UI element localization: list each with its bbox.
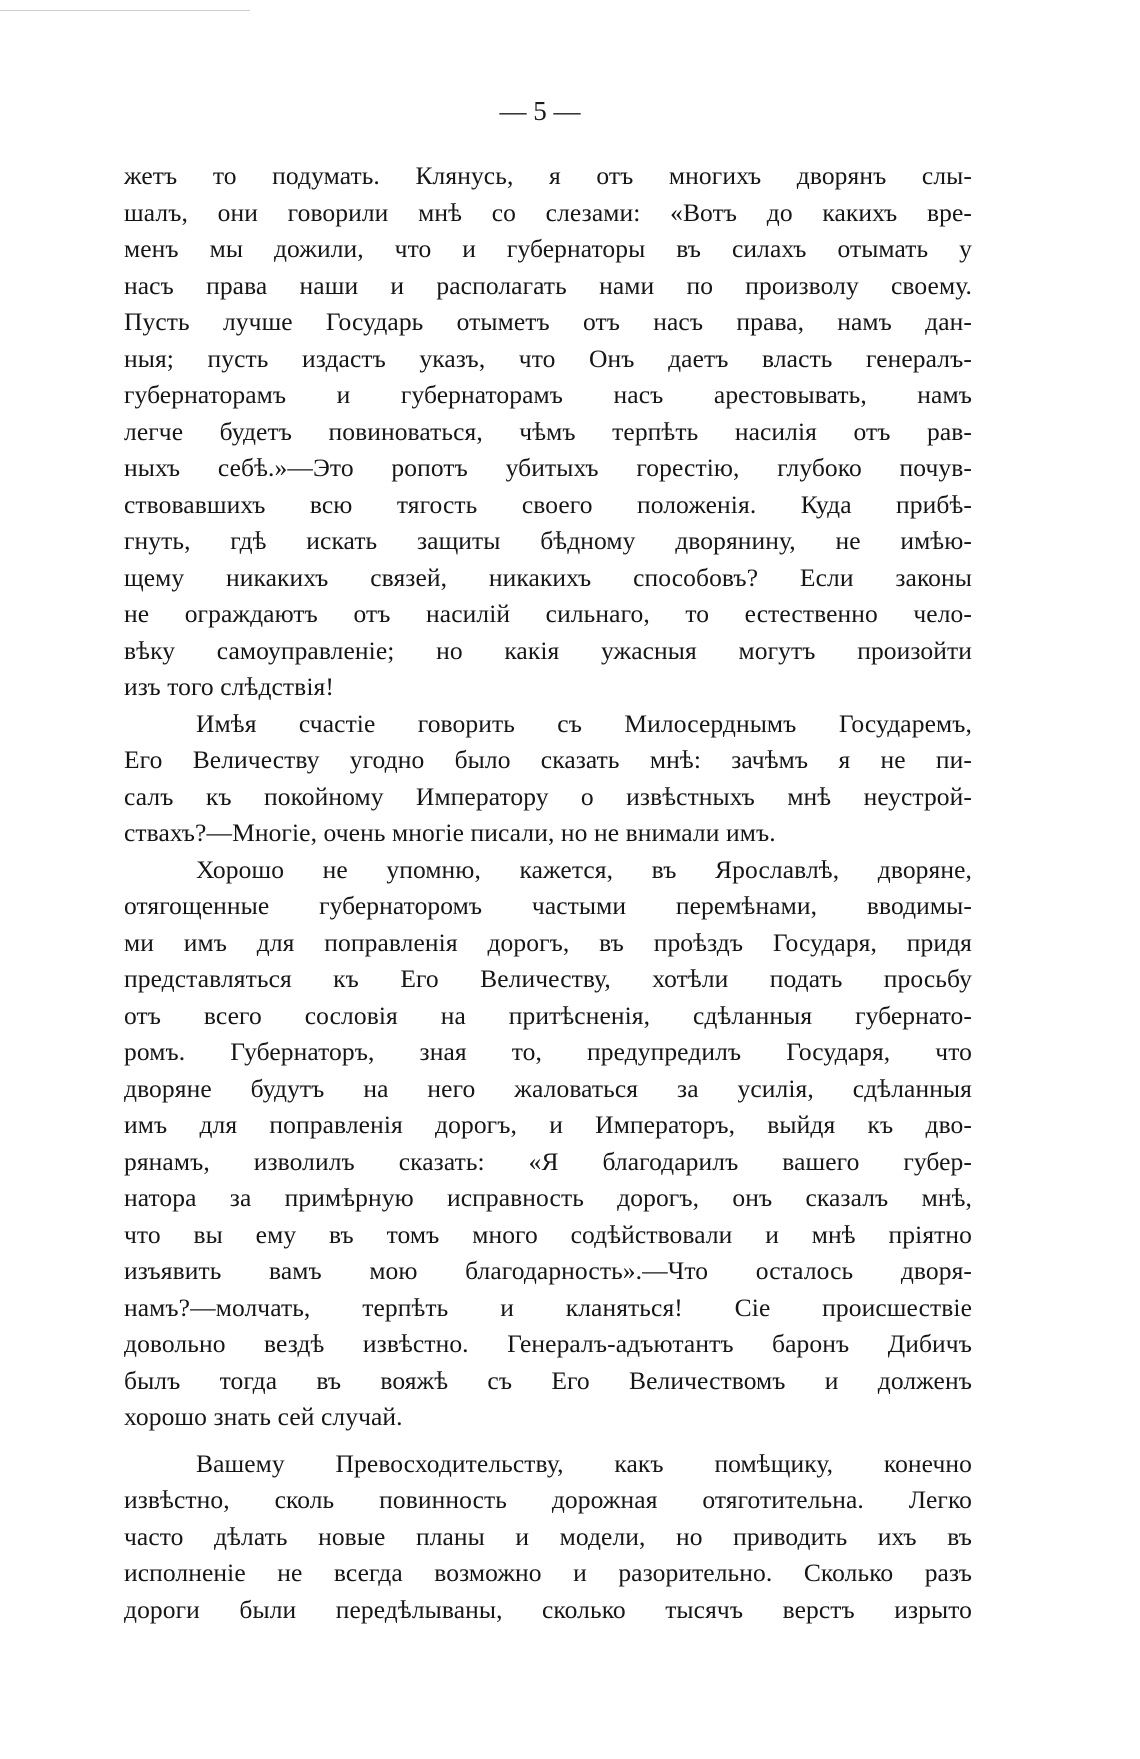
paragraph-1: [124, 158, 972, 706]
text-line: легче будетъ повиноваться, чѣмъ терпѣть насилія отъ рав-: [124, 416, 972, 446]
text-line: Его Величеству угодно было сказать мнѣ: зачѣмъ я не пи-: [124, 745, 972, 774]
paragraph-gap: [124, 1436, 972, 1446]
text-line: изъявить вамъ мою благодарность».—Что осталось дворя-: [124, 1256, 972, 1285]
text-line: имъ для поправленія дорогъ, и Императоръ, выйдя къ дво-: [124, 1110, 972, 1139]
text-line: Имѣя счастіе говорить съ Милосерднымъ Государемъ,: [196, 708, 972, 738]
text-line: губернаторамъ и губернаторамъ насъ арестовывать, намъ: [124, 380, 972, 409]
paragraph-3: [124, 852, 972, 1436]
text-line: рянамъ, изволилъ сказать: «Я благодарилъ вашего губер-: [124, 1146, 972, 1176]
text-line: отягощенные губернаторомъ частыми перемѣнами, вводимы-: [124, 891, 972, 920]
text-line: гнуть, гдѣ искать защиты бѣдному дворянину, не имѣю-: [124, 526, 972, 555]
text-line: отъ всего сословія на притѣсненія, сдѣланныя губернато-: [124, 1000, 972, 1030]
text-line: изъ того слѣдствія!: [124, 672, 334, 701]
page-number: — 5 —: [499, 96, 581, 126]
text-line: хорошо знать сей случай.: [124, 1402, 403, 1431]
text-line: ныхъ себѣ.»—Это ропотъ убитыхъ горестію, глубоко почув-: [124, 453, 972, 482]
text-line: щему никакихъ связей, никакихъ способовъ? Если законы: [124, 562, 972, 592]
paragraph-2: [124, 706, 972, 852]
text-line: исполненіе не всегда возможно и разорительно. Сколько разъ: [124, 1558, 972, 1587]
text-line: Пусть лучше Государь отыметъ отъ насъ права, намъ дан-: [124, 307, 972, 336]
body-text: [124, 158, 972, 1628]
text-line: дворяне будутъ на него жаловаться за усилія, сдѣланныя: [124, 1073, 972, 1103]
text-line: шалъ, они говорили мнѣ со слезами: «Вотъ до какихъ вре-: [124, 197, 972, 227]
text-line: не ограждаютъ отъ насилій сильнаго, то естественно чело-: [124, 599, 972, 628]
text-line: насъ права наши и располагать нами по произволу своему.: [124, 270, 972, 300]
text-line: намъ?—молчать, терпѣть и кланяться! Сіе происшествіе: [124, 1292, 972, 1322]
text-line: извѣстно, сколь повинность дорожная отяготительна. Легко: [124, 1485, 972, 1514]
text-line: Хорошо не упомню, кажется, въ Ярославлѣ, дворяне,: [196, 854, 972, 884]
text-line: вѣку самоуправленіе; но какія ужасныя могутъ произойти: [124, 635, 972, 665]
text-line: представляться къ Его Величеству, хотѣли подать просьбу: [124, 964, 972, 993]
text-line: Вашему Превосходительству, какъ помѣщику, конечно: [196, 1448, 972, 1478]
text-line: былъ тогда въ вояжѣ съ Его Величествомъ и долженъ: [124, 1365, 972, 1395]
text-line: что вы ему въ томъ много содѣйствовали и мнѣ пріятно: [124, 1219, 972, 1249]
text-line: ми имъ для поправленія дорогъ, въ проѣздъ Государя, придя: [124, 927, 972, 957]
text-line: натора за примѣрную исправность дорогъ, онъ сказалъ мнѣ,: [124, 1183, 972, 1212]
text-line: ствахъ?—Многіе, очень многіе писали, но не внимали имъ.: [124, 818, 776, 847]
text-line: ствовавшихъ всю тягость своего положенія. Куда прибѣ-: [124, 489, 972, 519]
text-line: довольно вездѣ извѣстно. Генералъ-адъютантъ баронъ Дибичъ: [124, 1329, 972, 1358]
text-line: менъ мы дожили, что и губернаторы въ силахъ отымать у: [124, 234, 972, 263]
scan-edge-line: [0, 10, 250, 11]
paragraph-4: [124, 1446, 972, 1629]
text-line: часто дѣлать новые планы и модели, но приводить ихъ въ: [124, 1521, 972, 1551]
text-line: ныя; пусть издастъ указъ, что Онъ даетъ власть генералъ-: [124, 343, 972, 373]
text-line: дороги были передѣлываны, сколько тысячъ верстъ изрыто: [124, 1594, 972, 1624]
text-line: жетъ то подумать. Клянусь, я отъ многихъ дворянъ слы-: [124, 161, 972, 190]
text-line: салъ къ покойному Императору о извѣстныхъ мнѣ неустрой-: [124, 781, 972, 811]
text-line: ромъ. Губернаторъ, зная то, предупредилъ Государя, что: [124, 1037, 972, 1066]
